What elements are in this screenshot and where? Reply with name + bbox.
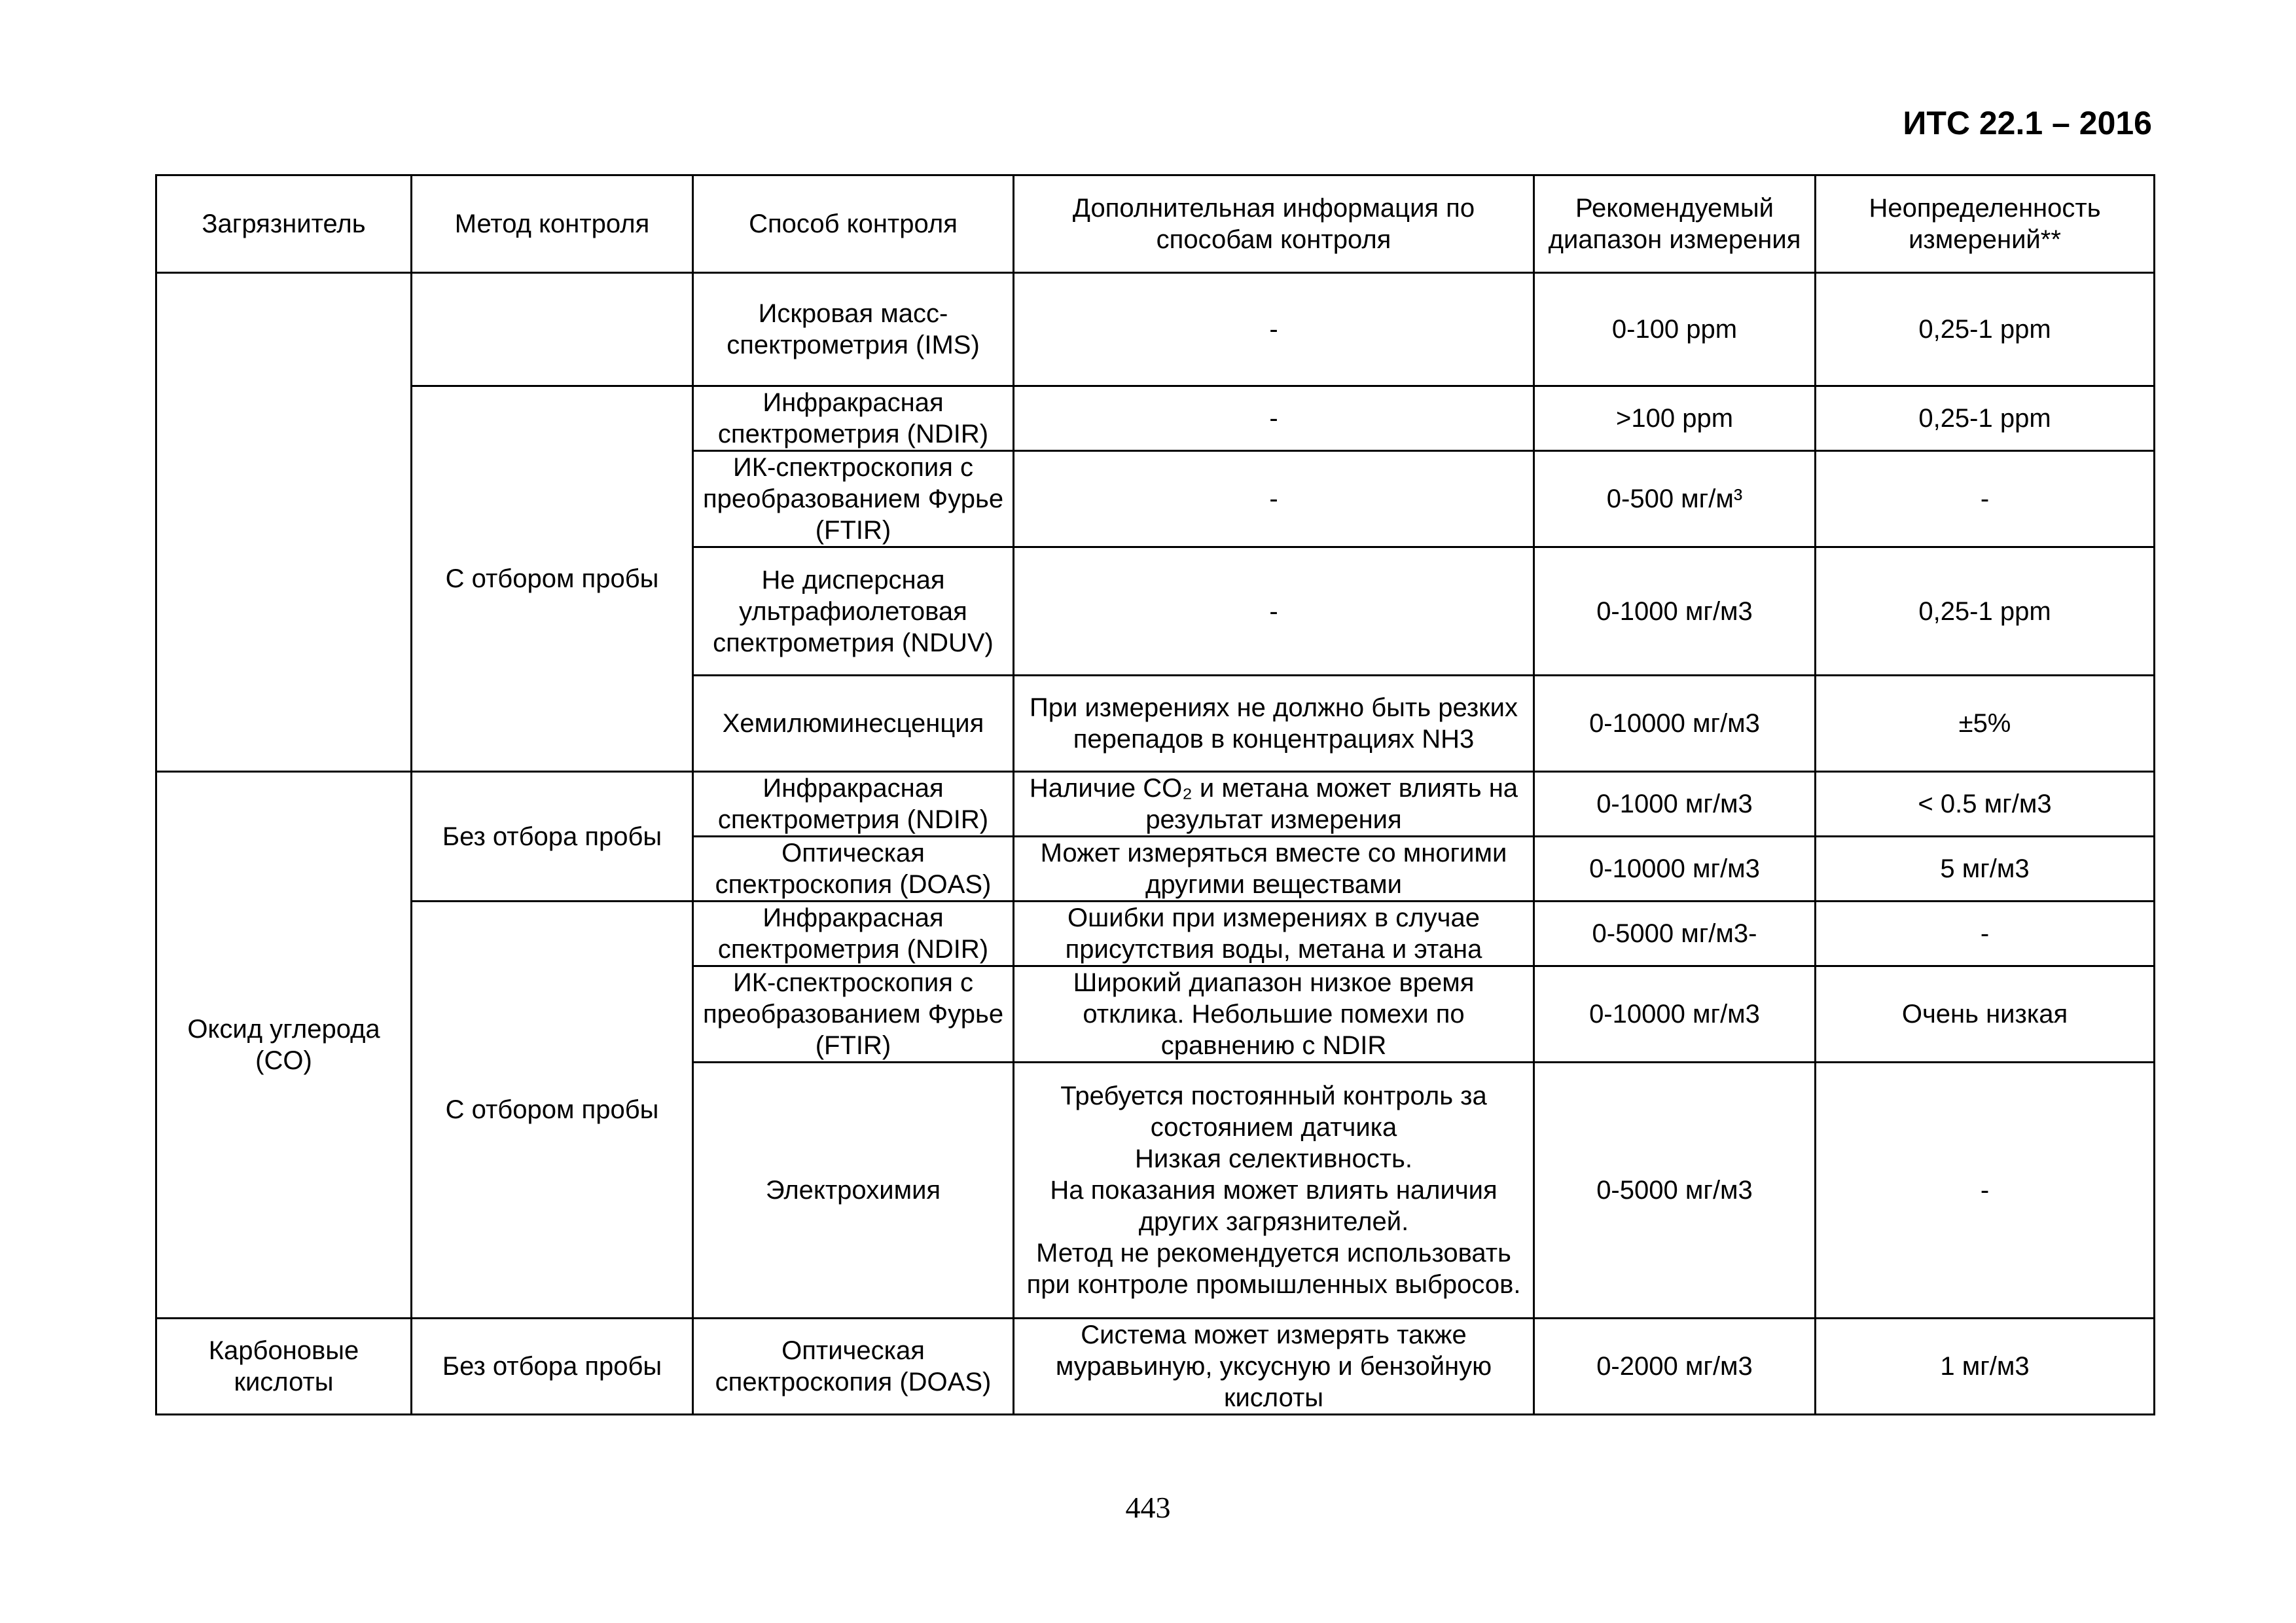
- method-cell: С отбором пробы: [412, 386, 693, 772]
- header-additional-info: Дополнительная информация по способам контроля: [1014, 175, 1534, 273]
- way-cell: Искровая масс-спектрометрия (IMS): [693, 273, 1014, 386]
- range-cell: 0-500 мг/м³: [1534, 451, 1816, 547]
- range-cell: >100 ppm: [1534, 386, 1816, 451]
- info-cell: -: [1014, 386, 1534, 451]
- uncertainty-cell: 0,25-1 ppm: [1816, 386, 2155, 451]
- info-cell: Наличие CO₂ и метана может влиять на результат измерения: [1014, 772, 1534, 837]
- table-row: [156, 273, 2155, 386]
- range-cell: 0-10000 мг/м3: [1534, 837, 1816, 902]
- info-line: Требуется постоянный контроль за состоянием датчика: [1060, 1082, 1487, 1142]
- info-cell: Система может измерять также муравьиную, уксусную и бензойную кислоты: [1014, 1319, 1534, 1415]
- info-cell: -: [1014, 451, 1534, 547]
- info-cell: Может измеряться вместе со многими другими веществами: [1014, 837, 1534, 902]
- range-cell: 0-10000 мг/м3: [1534, 966, 1816, 1063]
- way-cell: ИК-спектроскопия с преобразованием Фурье (FTIR): [693, 966, 1014, 1063]
- range-cell: 0-2000 мг/м3: [1534, 1319, 1816, 1415]
- method-cell: Без отбора пробы: [412, 1319, 693, 1415]
- uncertainty-cell: 0,25-1 ppm: [1816, 547, 2155, 676]
- control-methods-table: [155, 174, 2155, 1415]
- info-cell: -: [1014, 547, 1534, 676]
- pollutant-cell: [156, 273, 412, 772]
- uncertainty-cell: ±5%: [1816, 676, 2155, 772]
- info-cell: Ошибки при измерениях в случае присутствия воды, метана и этана: [1014, 902, 1534, 966]
- way-cell: ИК-спектроскопия с преобразованием Фурье (FTIR): [693, 451, 1014, 547]
- way-cell: Инфракрасная спектрометрия (NDIR): [693, 386, 1014, 451]
- way-cell: Хемилюминесценция: [693, 676, 1014, 772]
- info-cell: При измерениях не должно быть резких перепадов в концентрациях NH3: [1014, 676, 1534, 772]
- table-row: [156, 386, 2155, 451]
- range-cell: 0-1000 мг/м3: [1534, 547, 1816, 676]
- uncertainty-cell: Очень низкая: [1816, 966, 2155, 1063]
- uncertainty-cell: 5 мг/м3: [1816, 837, 2155, 902]
- header-range: Рекомендуемый диапазон измерения: [1534, 175, 1816, 273]
- info-cell: Широкий диапазон низкое время отклика. Небольшие помехи по сравнению с NDIR: [1014, 966, 1534, 1063]
- method-cell: С отбором пробы: [412, 902, 693, 1319]
- way-cell: Оптическая спектроскопия (DOAS): [693, 837, 1014, 902]
- way-cell: Инфракрасная спектрометрия (NDIR): [693, 772, 1014, 837]
- way-cell: Оптическая спектроскопия (DOAS): [693, 1319, 1014, 1415]
- info-cell: [1014, 1063, 1534, 1319]
- uncertainty-cell: 0,25-1 ppm: [1816, 273, 2155, 386]
- method-cell: [412, 273, 693, 386]
- range-cell: 0-5000 мг/м3-: [1534, 902, 1816, 966]
- way-cell: Не дисперсная ультрафиолетовая спектрометрия (NDUV): [693, 547, 1014, 676]
- info-cell: -: [1014, 273, 1534, 386]
- range-cell: 0-5000 мг/м3: [1534, 1063, 1816, 1319]
- uncertainty-cell: -: [1816, 1063, 2155, 1319]
- info-line: Низкая селективность.: [1135, 1144, 1412, 1173]
- header-pollutant: Загрязнитель: [156, 175, 412, 273]
- range-cell: 0-1000 мг/м3: [1534, 772, 1816, 837]
- range-cell: 0-100 ppm: [1534, 273, 1816, 386]
- uncertainty-cell: < 0.5 мг/м3: [1816, 772, 2155, 837]
- table-header-row: [156, 175, 2155, 273]
- header-method: Метод контроля: [412, 175, 693, 273]
- header-way: Способ контроля: [693, 175, 1014, 273]
- method-cell: Без отбора пробы: [412, 772, 693, 902]
- uncertainty-cell: -: [1816, 451, 2155, 547]
- way-cell: Электрохимия: [693, 1063, 1014, 1319]
- uncertainty-cell: -: [1816, 902, 2155, 966]
- table-row: [156, 1319, 2155, 1415]
- document-code: ИТС 22.1 – 2016: [1903, 105, 2152, 141]
- page-number: 443: [1125, 1491, 1171, 1524]
- pollutant-cell: Карбоновые кислоты: [156, 1319, 412, 1415]
- pollutant-cell: Оксид углерода (CO): [156, 772, 412, 1319]
- table-row: [156, 772, 2155, 837]
- way-cell: Инфракрасная спектрометрия (NDIR): [693, 902, 1014, 966]
- uncertainty-cell: 1 мг/м3: [1816, 1319, 2155, 1415]
- info-line: Метод не рекомендуется использовать при контроле промышленных выбросов.: [1026, 1239, 1521, 1299]
- range-cell: 0-10000 мг/м3: [1534, 676, 1816, 772]
- table-row: [156, 902, 2155, 966]
- header-uncertainty: Неопределенность измерений**: [1816, 175, 2155, 273]
- info-line: На показания может влиять наличия других загрязнителей.: [1050, 1176, 1498, 1236]
